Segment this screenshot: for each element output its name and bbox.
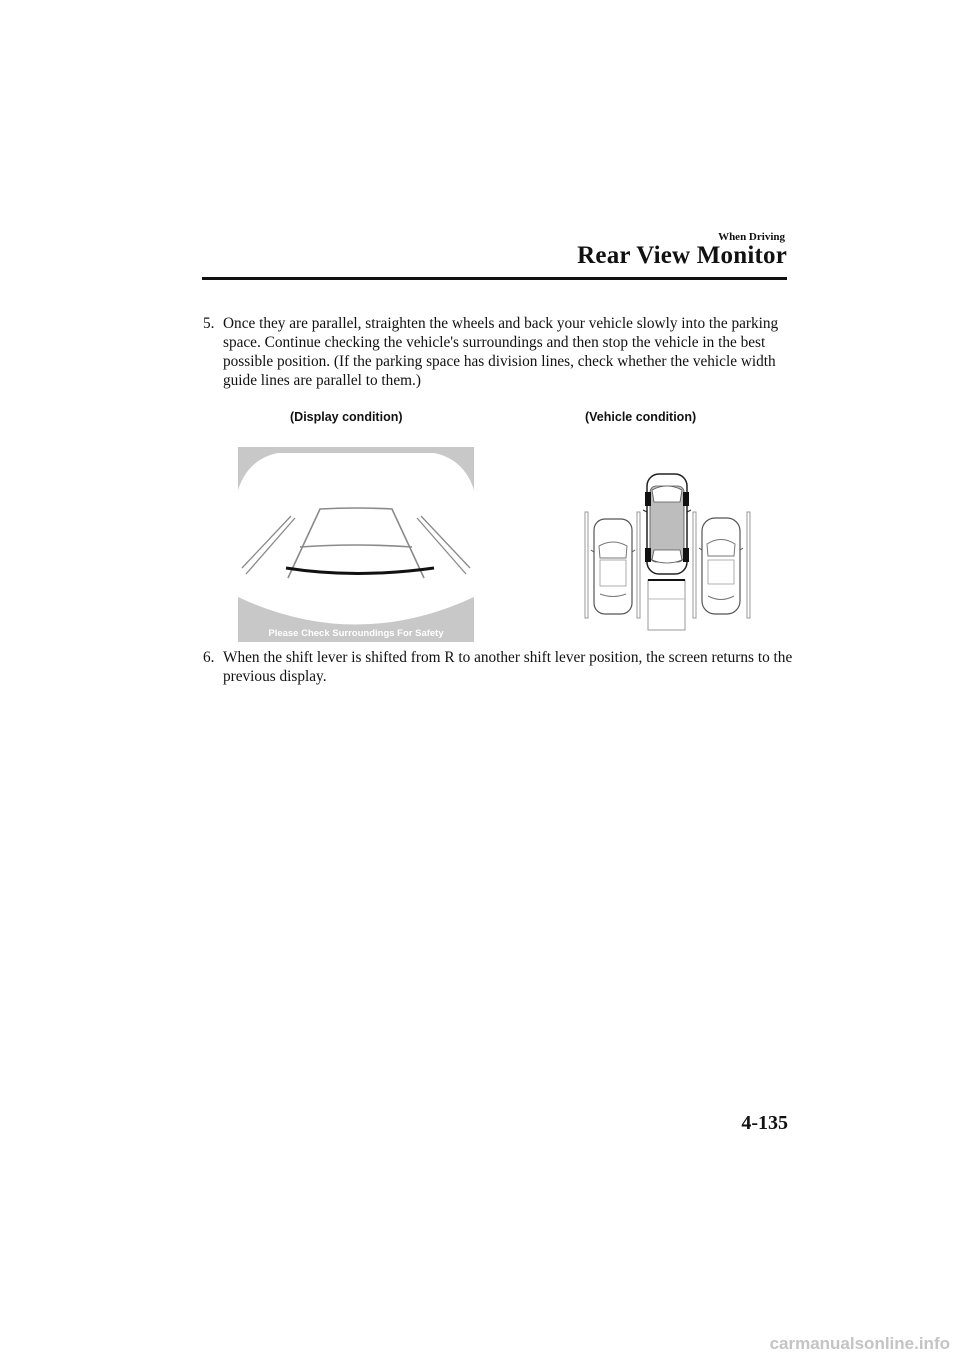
watermark: carmanualsonline.info xyxy=(769,1334,950,1353)
vehicle-condition-diagram xyxy=(572,462,767,632)
screen-message: Please Check Surroundings For Safety xyxy=(268,628,444,639)
step-6 xyxy=(203,648,793,686)
step-number: 5. xyxy=(203,315,215,332)
step-number: 6. xyxy=(203,649,215,666)
parked-car-left xyxy=(591,519,635,614)
step-5 xyxy=(203,314,793,390)
parked-car-right xyxy=(699,518,743,614)
parking-space xyxy=(648,580,685,630)
step-text: Once they are parallel, straighten the wheels and back your vehicle slowly into the parking space. Continue checking the vehicle's surroundings and then stop the vehicle in the best possible position. (If the parking space has division lines, check whether the vehicle width guide lines are parallel to them.) xyxy=(223,315,779,389)
section-label: When Driving xyxy=(718,231,785,243)
reversing-vehicle xyxy=(643,474,691,574)
chapter-title: Rear View Monitor xyxy=(577,242,787,269)
display-condition-caption: (Display condition) xyxy=(290,410,403,424)
header-rule xyxy=(202,277,787,280)
camera-view-area xyxy=(238,453,474,625)
rear-view-display xyxy=(238,447,474,642)
vehicle-condition-caption: (Vehicle condition) xyxy=(585,410,697,424)
step-text: When the shift lever is shifted from R to another shift lever position, the screen returns to the previous display. xyxy=(223,649,793,685)
page-number: 4-135 xyxy=(741,1112,788,1134)
